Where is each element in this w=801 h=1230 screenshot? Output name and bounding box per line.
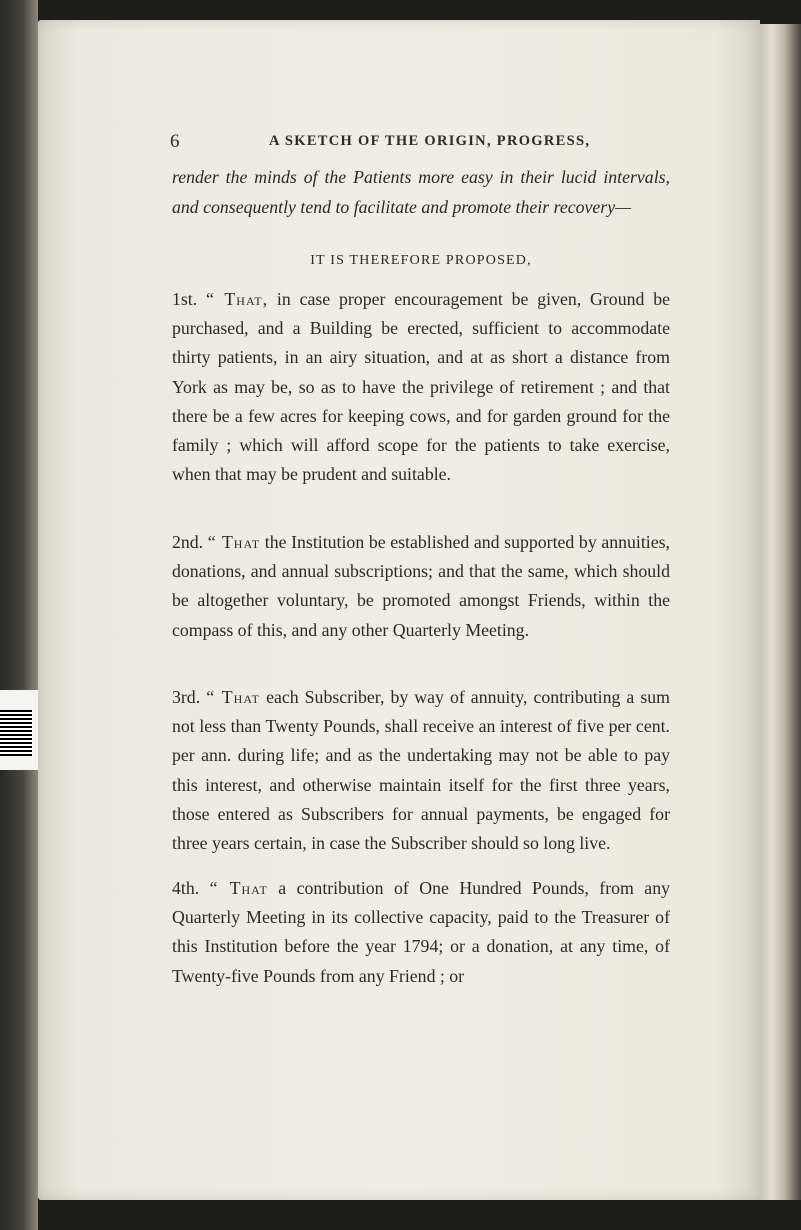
running-title: A SKETCH OF THE ORIGIN, PROGRESS, [269, 133, 591, 149]
proposal-2-ordinal: 2nd. [172, 532, 204, 552]
proposal-1-text: in case proper encouragement be given, Ground be purchased, and a Building be erected, sufficient to accommodate thirty patients, in an airy situation, and at as short a distance from York as may be, so as to have the privilege of retirement ; and that there be a few acres for keeping cows, and for garden ground for the family ; which will afford scope for the patients to take exercise, when that may be prudent and suitable. [172, 289, 670, 485]
proposal-3-text: each Subscriber, by way of annuity, contributing a sum not less than Twenty Pounds, shall receive an interest of five per cent. per ann. during life; and as the undertaking may not be able to pay this interest, and otherwise maintain itself for the first three years, those entered as Subscribers for annual payments, be engaged for three years certain, in case the Subscriber should so long live. [172, 687, 670, 854]
section-heading: IT IS THEREFORE PROPOSED, [310, 253, 532, 268]
proposal-2-lead: “ That [207, 532, 261, 552]
page-edge [760, 24, 801, 1200]
proposal-3-ordinal: 3rd. [172, 687, 201, 707]
proposal-1 [172, 285, 670, 489]
scan-barcode-mark [0, 710, 32, 756]
proposal-4-text: a contribution of One Hundred Pounds, from any Quarterly Meeting in its collective capacity, paid to the Treasurer of this Institution before the year 1794; or a donation, at any time, of Twenty-five Pounds from any Friend ; or [172, 878, 670, 986]
proposal-2 [172, 528, 670, 645]
proposal-3-lead: “ That [206, 687, 261, 707]
proposal-4-lead: “ That [209, 878, 268, 898]
proposal-1-ordinal: 1st. [172, 289, 198, 309]
proposal-4-ordinal: 4th. [172, 878, 200, 898]
proposal-1-lead: “ That, [206, 289, 269, 309]
page-number: 6 [170, 131, 180, 152]
intro-paragraph: render the minds of the Patients more easy in their lucid intervals, and consequently tend to facilitate and promote their recovery— [172, 167, 670, 217]
proposal-2-text: the Institution be established and supported by annuities, donations, and annual subscriptions; and that the same, which should be altogether voluntary, be promoted amongst Friends, within the compass of this, and any other Quarterly Meeting. [172, 532, 670, 640]
proposal-3 [172, 683, 670, 858]
proposal-4 [172, 874, 670, 991]
book-binding [0, 0, 38, 1230]
